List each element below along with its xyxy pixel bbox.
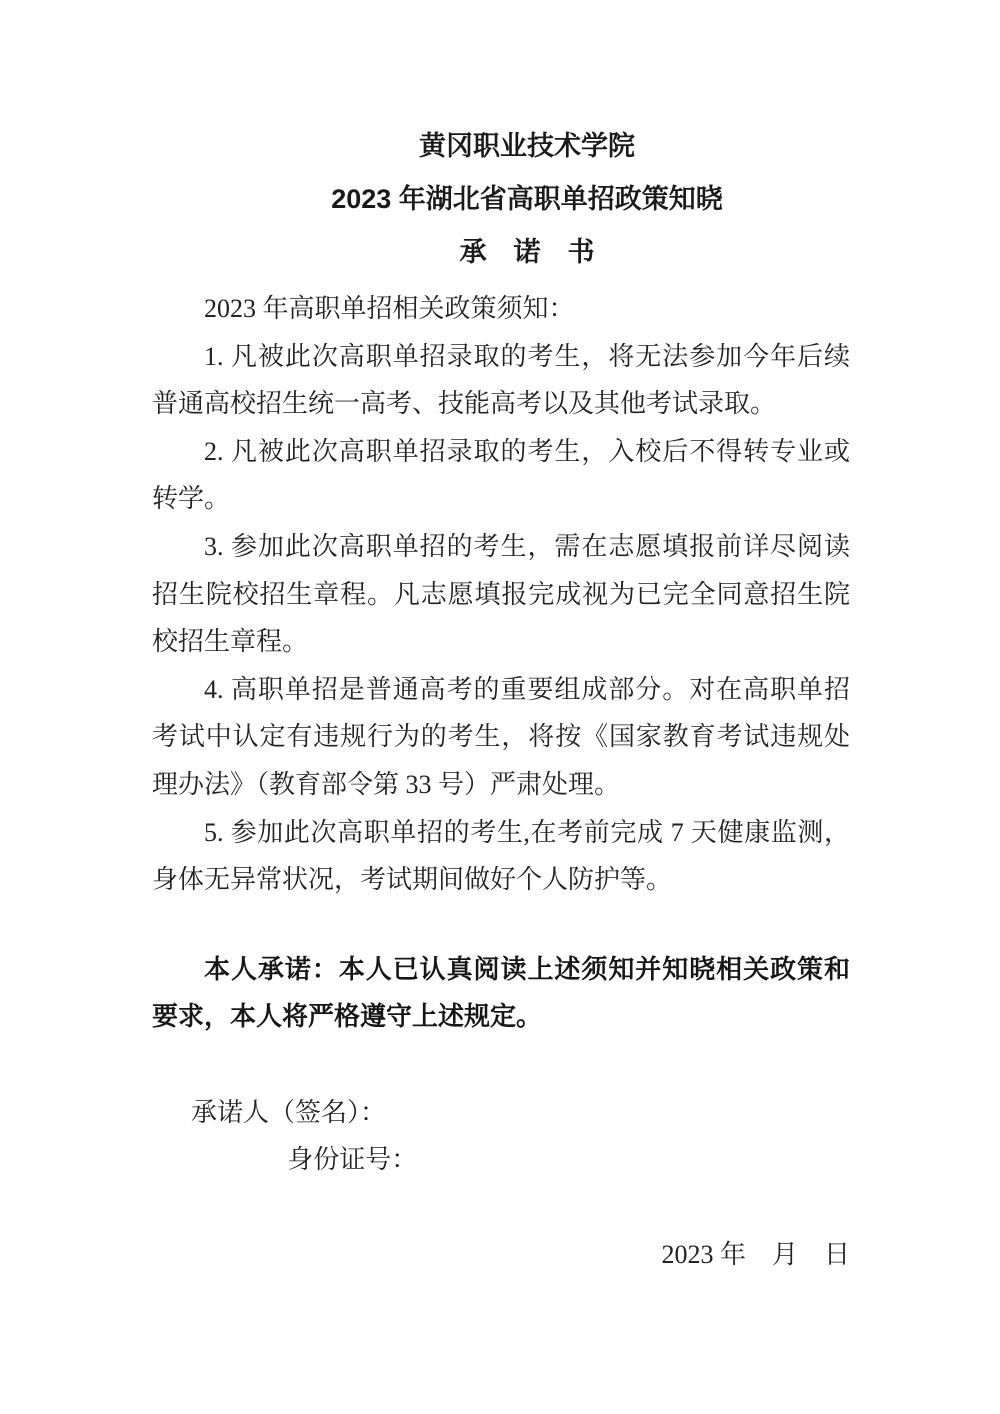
policy-item-1: 1. 凡被此次高职单招录取的考生，将无法参加今年后续普通高校招生统一高考、技能高考以及其他考试录取。	[152, 341, 850, 419]
signature-row	[152, 1041, 850, 1231]
policy-item-2: 2. 凡被此次高职单招录取的考生，入校后不得转专业或转学。	[152, 436, 850, 514]
id-number-label: 身份证号：	[287, 1145, 418, 1175]
document-title-block	[152, 120, 850, 279]
signer-signature-label: 承诺人（签名）：	[191, 1097, 387, 1127]
doc-type-title: 承 诺 书	[459, 237, 595, 267]
date-line: 2023 年 月 日	[661, 1240, 850, 1270]
commitment-paragraph: 本人承诺：本人已认真阅读上述须知并知晓相关政策和要求，本人将严格遵守上述规定。	[152, 954, 850, 1032]
policy-item-4: 4. 高职单招是普通高考的重要组成部分。对在高职单招考试中认定有违规行为的考生，将按《国家教育考试违规处理办法》（教育部令第 33 号）严肃处理。	[152, 674, 850, 799]
doc-subject-title: 2023 年湖北省高职单招政策知晓	[331, 184, 723, 214]
document-body	[152, 285, 850, 1279]
policy-item-3: 3. 参加此次高职单招的考生，需在志愿填报前详尽阅读招生院校招生章程。凡志愿填报完成视为已完全同意招生院校招生章程。	[152, 531, 850, 657]
policy-item-5: 5. 参加此次高职单招的考生,在考前完成 7 天健康监测，身体无异常状况，考试期间做好个人防护等。	[152, 817, 850, 895]
intro-line: 2023 年高职单招相关政策须知：	[204, 294, 575, 323]
school-name-title: 黄冈职业技术学院	[419, 131, 635, 161]
